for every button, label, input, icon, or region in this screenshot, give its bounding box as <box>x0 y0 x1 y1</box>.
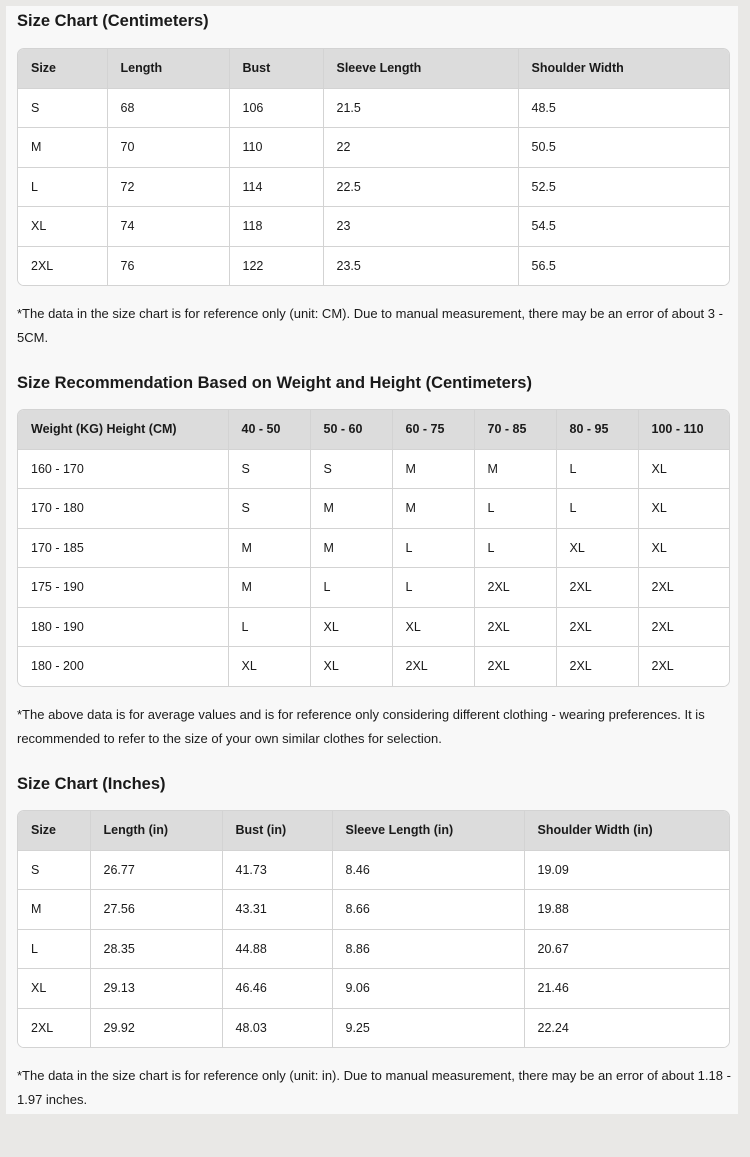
table-cell: XL <box>310 647 392 686</box>
table-cell: 2XL <box>474 647 556 686</box>
table-row <box>18 647 729 686</box>
table-cell: 23 <box>323 207 518 247</box>
table-cell: XL <box>638 449 729 489</box>
column-header: Bust <box>229 49 323 88</box>
column-header: 40 - 50 <box>228 410 310 449</box>
table-cell: XL <box>310 607 392 647</box>
table-cell: 48.03 <box>222 1008 332 1047</box>
table-cell: 2XL <box>474 568 556 608</box>
table-cell: 50.5 <box>518 128 729 168</box>
table-cell: 180 - 200 <box>18 647 228 686</box>
table-cell: 44.88 <box>222 929 332 969</box>
table-row <box>18 207 729 247</box>
table-row <box>18 128 729 168</box>
table-cell: M <box>392 449 474 489</box>
table-cell: 9.25 <box>332 1008 524 1047</box>
table-cell: 21.5 <box>323 88 518 128</box>
table-cell: 114 <box>229 167 323 207</box>
table-row <box>18 890 729 930</box>
table-row <box>18 528 729 568</box>
table-row <box>18 568 729 608</box>
table-cell: XL <box>556 528 638 568</box>
table-cell: 122 <box>229 246 323 285</box>
table-cell: 175 - 190 <box>18 568 228 608</box>
table-cell: L <box>474 489 556 529</box>
table-cell: S <box>228 489 310 529</box>
table-cell: 22.5 <box>323 167 518 207</box>
table-row <box>18 929 729 969</box>
table-cell: 72 <box>107 167 229 207</box>
table-row <box>18 167 729 207</box>
table-cell: 56.5 <box>518 246 729 285</box>
table-cell: 20.67 <box>524 929 729 969</box>
table-cell: 180 - 190 <box>18 607 228 647</box>
table-cell: 70 <box>107 128 229 168</box>
column-header: 50 - 60 <box>310 410 392 449</box>
table-cell: 8.66 <box>332 890 524 930</box>
table-cell: 9.06 <box>332 969 524 1009</box>
table-cell: 46.46 <box>222 969 332 1009</box>
table-cell: 170 - 180 <box>18 489 228 529</box>
table-row <box>18 489 729 529</box>
size-recommendation-note: *The above data is for average values and is for reference only considering different clothing - wearing preferences. It is recommended to refer to the size of your own similar clothes for selection. <box>17 707 705 746</box>
column-header: Bust (in) <box>222 811 332 850</box>
column-header: 60 - 75 <box>392 410 474 449</box>
table-cell: XL <box>228 647 310 686</box>
size-chart-cm-note: *The data in the size chart is for reference only (unit: CM). Due to manual measurement, there may be an error of about 3 - 5CM. <box>17 306 723 345</box>
table-cell: XL <box>392 607 474 647</box>
table-cell: 2XL <box>556 647 638 686</box>
table-cell: 27.56 <box>90 890 222 930</box>
column-header: 70 - 85 <box>474 410 556 449</box>
column-header: Sleeve Length (in) <box>332 811 524 850</box>
table-row <box>18 1008 729 1047</box>
column-header: Size <box>18 811 90 850</box>
table-cell: M <box>228 528 310 568</box>
table-header-row <box>18 410 729 449</box>
size-chart-inches-table <box>17 810 730 1048</box>
table-cell: 43.31 <box>222 890 332 930</box>
column-header: 100 - 110 <box>638 410 729 449</box>
table-row <box>18 607 729 647</box>
table-row <box>18 969 729 1009</box>
table-cell: M <box>228 568 310 608</box>
size-chart-inches-title: Size Chart (Inches) <box>17 775 166 793</box>
table-cell: 2XL <box>392 647 474 686</box>
table-cell: L <box>18 167 107 207</box>
table-cell: 68 <box>107 88 229 128</box>
table-cell: 29.13 <box>90 969 222 1009</box>
table-cell: XL <box>638 528 729 568</box>
table-cell: 8.46 <box>332 850 524 890</box>
table-row <box>18 246 729 285</box>
table-cell: 170 - 185 <box>18 528 228 568</box>
table-cell: 76 <box>107 246 229 285</box>
table-cell: 2XL <box>556 607 638 647</box>
table-cell: L <box>228 607 310 647</box>
table-cell: XL <box>18 969 90 1009</box>
size-recommendation-table <box>17 409 730 687</box>
table-cell: 8.86 <box>332 929 524 969</box>
table-cell: L <box>474 528 556 568</box>
table-cell: 23.5 <box>323 246 518 285</box>
table-cell: M <box>18 890 90 930</box>
table-cell: XL <box>18 207 107 247</box>
table-cell: 160 - 170 <box>18 449 228 489</box>
table-cell: 2XL <box>18 1008 90 1047</box>
table-cell: M <box>392 489 474 529</box>
table-cell: 22 <box>323 128 518 168</box>
column-header: Sleeve Length <box>323 49 518 88</box>
table-header-row <box>18 811 729 850</box>
table-cell: 110 <box>229 128 323 168</box>
table-cell: M <box>310 528 392 568</box>
table-cell: M <box>474 449 556 489</box>
table-cell: 22.24 <box>524 1008 729 1047</box>
table-cell: 52.5 <box>518 167 729 207</box>
table-cell: 2XL <box>556 568 638 608</box>
table-cell: S <box>18 850 90 890</box>
table-row <box>18 850 729 890</box>
column-header: 80 - 95 <box>556 410 638 449</box>
table-cell: 21.46 <box>524 969 729 1009</box>
table-cell: 2XL <box>474 607 556 647</box>
column-header: Weight (KG) Height (CM) <box>18 410 228 449</box>
table-cell: 54.5 <box>518 207 729 247</box>
column-header: Size <box>18 49 107 88</box>
table-cell: S <box>310 449 392 489</box>
table-cell: 29.92 <box>90 1008 222 1047</box>
size-guide-card <box>6 6 738 1114</box>
table-cell: 48.5 <box>518 88 729 128</box>
table-cell: 118 <box>229 207 323 247</box>
table-cell: M <box>18 128 107 168</box>
table-cell: 2XL <box>18 246 107 285</box>
table-cell: 74 <box>107 207 229 247</box>
table-cell: 2XL <box>638 568 729 608</box>
table-cell: 41.73 <box>222 850 332 890</box>
table-row <box>18 88 729 128</box>
table-cell: L <box>556 489 638 529</box>
table-header-row <box>18 49 729 88</box>
table-cell: L <box>392 568 474 608</box>
size-chart-inches-note: *The data in the size chart is for reference only (unit: in). Due to manual measurement, there may be an error of about 1.18 - 1.97 inches. <box>17 1068 731 1107</box>
table-cell: 2XL <box>638 647 729 686</box>
table-cell: L <box>392 528 474 568</box>
column-header: Length (in) <box>90 811 222 850</box>
table-cell: 2XL <box>638 607 729 647</box>
size-chart-cm-table <box>17 48 730 286</box>
column-header: Length <box>107 49 229 88</box>
table-cell: M <box>310 489 392 529</box>
table-cell: S <box>18 88 107 128</box>
table-cell: L <box>556 449 638 489</box>
table-cell: XL <box>638 489 729 529</box>
size-recommendation-title: Size Recommendation Based on Weight and Height (Centimeters) <box>17 374 532 392</box>
size-chart-cm-title: Size Chart (Centimeters) <box>17 12 209 30</box>
table-cell: 26.77 <box>90 850 222 890</box>
table-cell: 28.35 <box>90 929 222 969</box>
table-cell: L <box>18 929 90 969</box>
table-cell: 19.09 <box>524 850 729 890</box>
column-header: Shoulder Width (in) <box>524 811 729 850</box>
table-cell: 19.88 <box>524 890 729 930</box>
table-cell: L <box>310 568 392 608</box>
column-header: Shoulder Width <box>518 49 729 88</box>
table-cell: 106 <box>229 88 323 128</box>
table-cell: S <box>228 449 310 489</box>
table-row <box>18 449 729 489</box>
